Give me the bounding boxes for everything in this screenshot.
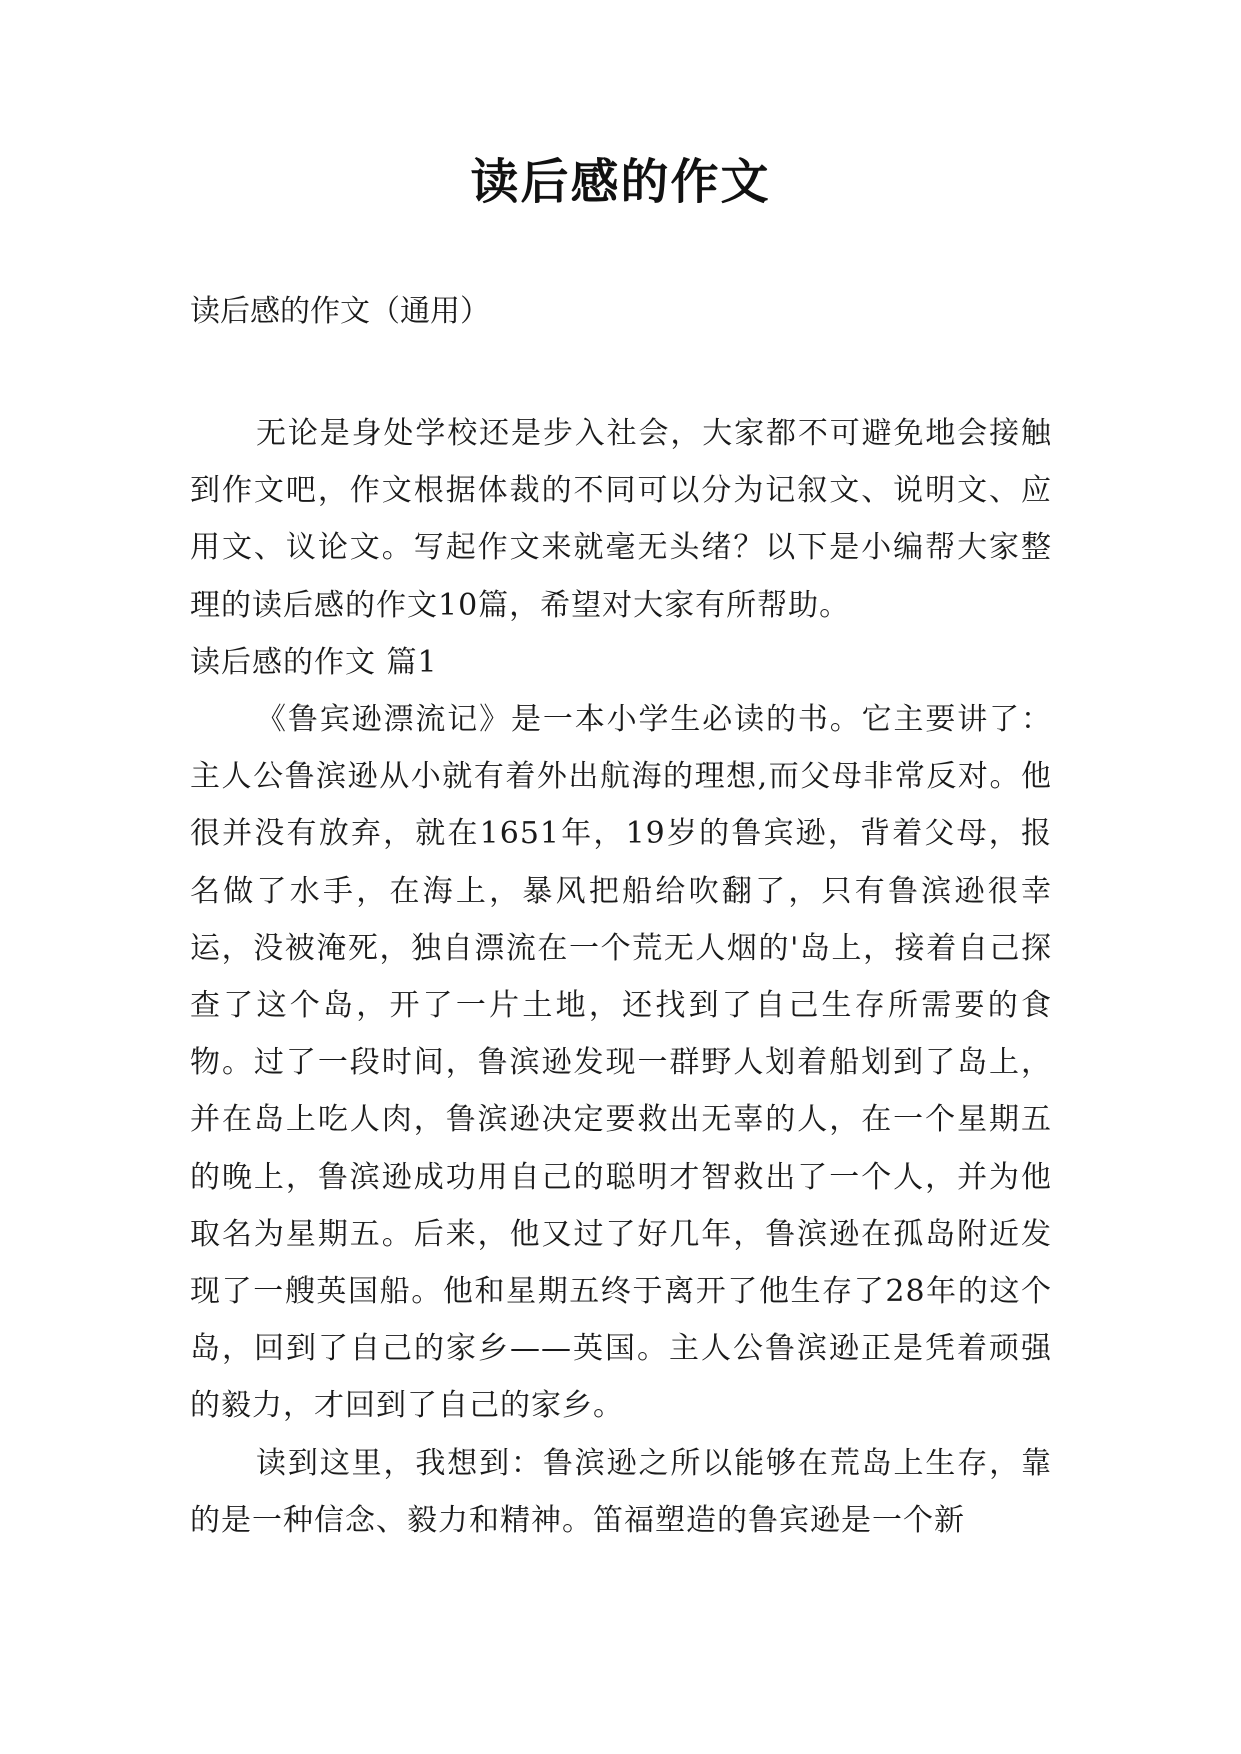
body-paragraph: 读到这里，我想到：鲁滨逊之所以能够在荒岛上生存，靠的是一种信念、毅力和精神。笛福塑造的鲁宾逊是一个新 xyxy=(190,1445,1052,1538)
section-heading: 读后感的作文 篇1 xyxy=(190,644,438,680)
document-body xyxy=(190,405,1052,1549)
document-title: 读后感的作文 xyxy=(470,154,771,210)
intro-paragraph: 无论是身处学校还是步入社会，大家都不可避免地会接触到作文吧，作文根据体裁的不同可以分为记叙文、说明文、应用文、议论文。写起作文来就毫无头绪？以下是小编帮大家整理的读后感的作文10篇，希望对大家有所帮助。 xyxy=(190,416,1052,623)
document-subtitle: 读后感的作文（通用） xyxy=(190,294,490,329)
body-paragraph: 《鲁宾逊漂流记》是一本小学生必读的书。它主要讲了：主人公鲁滨逊从小就有着外出航海的理想,而父母非常反对。他很并没有放弃，就在1651年，19岁的鲁宾逊，背着父母，报名做了水手，在海上，暴风把船给吹翻了，只有鲁滨逊很幸运，没被淹死，独自漂流在一个荒无人烟的'岛上，接着自己探查了这个岛，开了一片土地，还找到了自己生存所需要的食物。过了一段时间，鲁滨逊发现一群野人划着船划到了岛上，并在岛上吃人肉，鲁滨逊决定要救出无辜的人，在一个星期五的晚上，鲁滨逊成功用自己的聪明才智救出了一个人，并为他取名为星期五。后来，他又过了好几年，鲁滨逊在孤岛附近发现了一艘英国船。他和星期五终于离开了他生存了28年的这个岛，回到了自己的家乡——英国。主人公鲁滨逊正是凭着顽强的毅力，才回到了自己的家乡。 xyxy=(190,702,1052,1424)
